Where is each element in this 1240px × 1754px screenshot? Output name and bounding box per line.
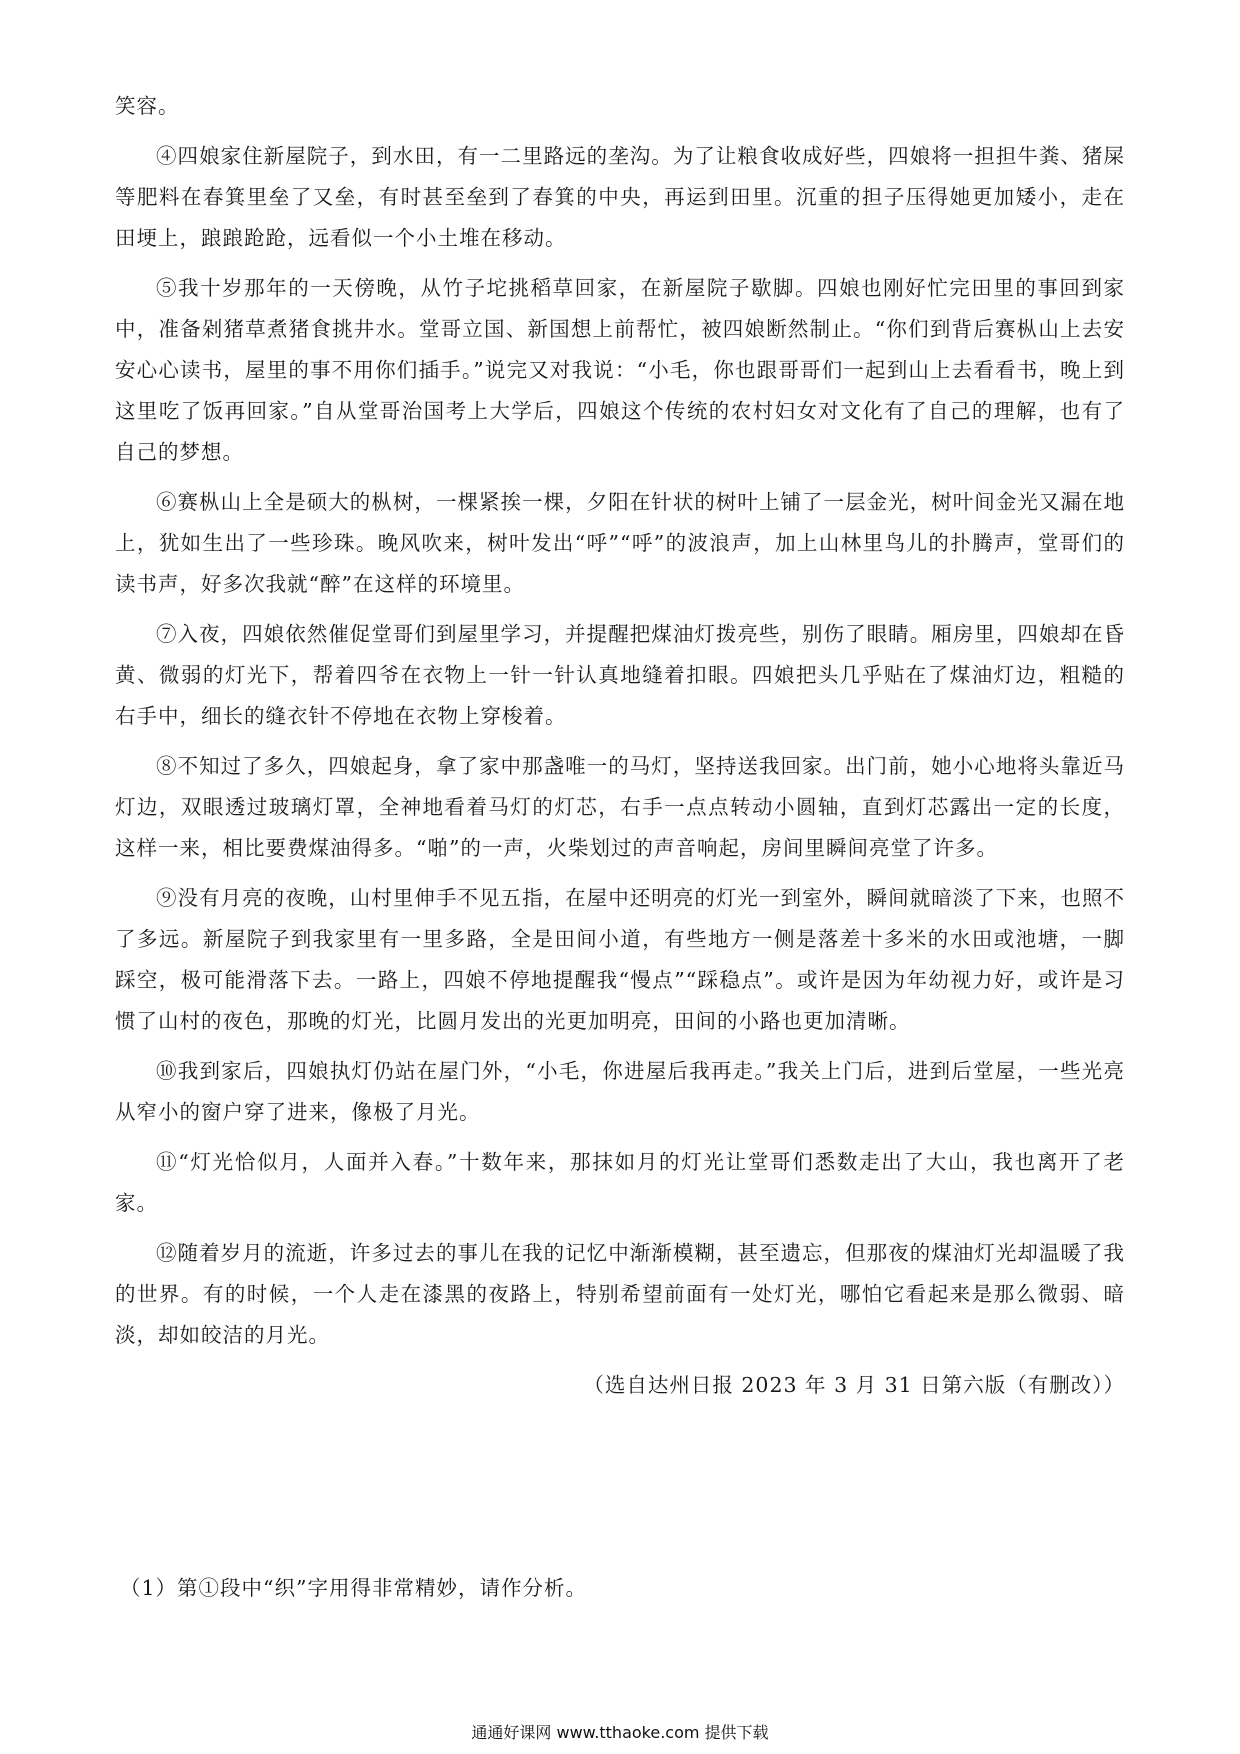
- paragraph-5: ⑤我十岁那年的一天傍晚，从竹子坨挑稻草回家，在新屋院子歇脚。四娘也刚好忙完田里的事回到家中，准备剁猪草煮猪食挑井水。堂哥立国、新国想上前帮忙，被四娘断然制止。“你们到背后赛枞山上去安安心心读书，屋里的事不用你们插手。”说完又对我说：“小毛，你也跟哥哥们一起到山上去看看书，晚上到这里吃了饭再回家。”自从堂哥治国考上大学后，四娘这个传统的农村妇女对文化有了自己的理解，也有了自己的梦想。: [115, 276, 1125, 464]
- paragraph-continuation: 笑容。: [115, 94, 180, 118]
- article-body: [115, 86, 1125, 1412]
- paragraph-8: ⑧不知过了多久，四娘起身，拿了家中那盏唯一的马灯，坚持送我回家。出门前，她小心地将头靠近马灯边，双眼透过玻璃灯罩，全神地看着马灯的灯芯，右手一点点转动小圆轴，直到灯芯露出一定的长度，这样一来，相比要费煤油得多。“啪”的一声，火柴划过的声音响起，房间里瞬间亮堂了许多。: [115, 754, 1125, 860]
- question-1: （1）第①段中“织”字用得非常精妙，请作分析。: [120, 1576, 588, 1600]
- paragraph-12: ⑫随着岁月的流逝，许多过去的事儿在我的记忆中渐渐模糊，甚至遗忘，但那夜的煤油灯光却温暖了我的世界。有的时候，一个人走在漆黑的夜路上，特别希望前面有一处灯光，哪怕它看起来是那么微弱、暗淡，却如皎洁的月光。: [115, 1241, 1125, 1347]
- paragraph-10: ⑩我到家后，四娘执灯仍站在屋门外，“小毛，你进屋后我再走。”我关上门后，进到后堂屋，一些光亮从窄小的窗户穿了进来，像极了月光。: [115, 1059, 1125, 1124]
- paragraph-11: ⑪“灯光恰似月，人面并入春。”十数年来，那抹如月的灯光让堂哥们悉数走出了大山，我也离开了老家。: [115, 1150, 1125, 1215]
- paragraph-9: ⑨没有月亮的夜晚，山村里伸手不见五指，在屋中还明亮的灯光一到室外，瞬间就暗淡了下来，也照不了多远。新屋院子到我家里有一里多路，全是田间小道，有些地方一侧是落差十多米的水田或池塘，一脚踩空，极可能滑落下去。一路上，四娘不停地提醒我“慢点”“踩稳点”。或许是因为年幼视力好，或许是习惯了山村的夜色，那晚的灯光，比圆月发出的光更加明亮，田间的小路也更加清晰。: [115, 886, 1125, 1033]
- paragraph-6: ⑥赛枞山上全是硕大的枞树，一棵紧挨一棵，夕阳在针状的树叶上铺了一层金光，树叶间金光又漏在地上，犹如生出了一些珍珠。晚风吹来，树叶发出“呼”“呼”的波浪声，加上山林里鸟儿的扑腾声，堂哥们的读书声，好多次我就“醉”在这样的环境里。: [115, 490, 1125, 596]
- page-footer: 通通好课网 www.tthaoke.com 提供下载: [471, 1723, 769, 1742]
- paragraph-4: ④四娘家住新屋院子，到水田，有一二里路远的垄沟。为了让粮食收成好些，四娘将一担担牛粪、猪屎等肥料在春箕里垒了又垒，有时甚至垒到了春箕的中央，再运到田里。沉重的担子压得她更加矮小，走在田埂上，踉踉跄跄，远看似一个小土堆在移动。: [115, 144, 1125, 250]
- paragraph-7: ⑦入夜，四娘依然催促堂哥们到屋里学习，并提醒把煤油灯拨亮些，别伤了眼睛。厢房里，四娘却在昏黄、微弱的灯光下，帮着四爷在衣物上一针一针认真地缝着扣眼。四娘把头几乎贴在了煤油灯边，粗糙的右手中，细长的缝衣针不停地在衣物上穿梭着。: [115, 622, 1125, 728]
- source-citation: （选自达州日报 2023 年 3 月 31 日第六版（有删改））: [583, 1373, 1125, 1397]
